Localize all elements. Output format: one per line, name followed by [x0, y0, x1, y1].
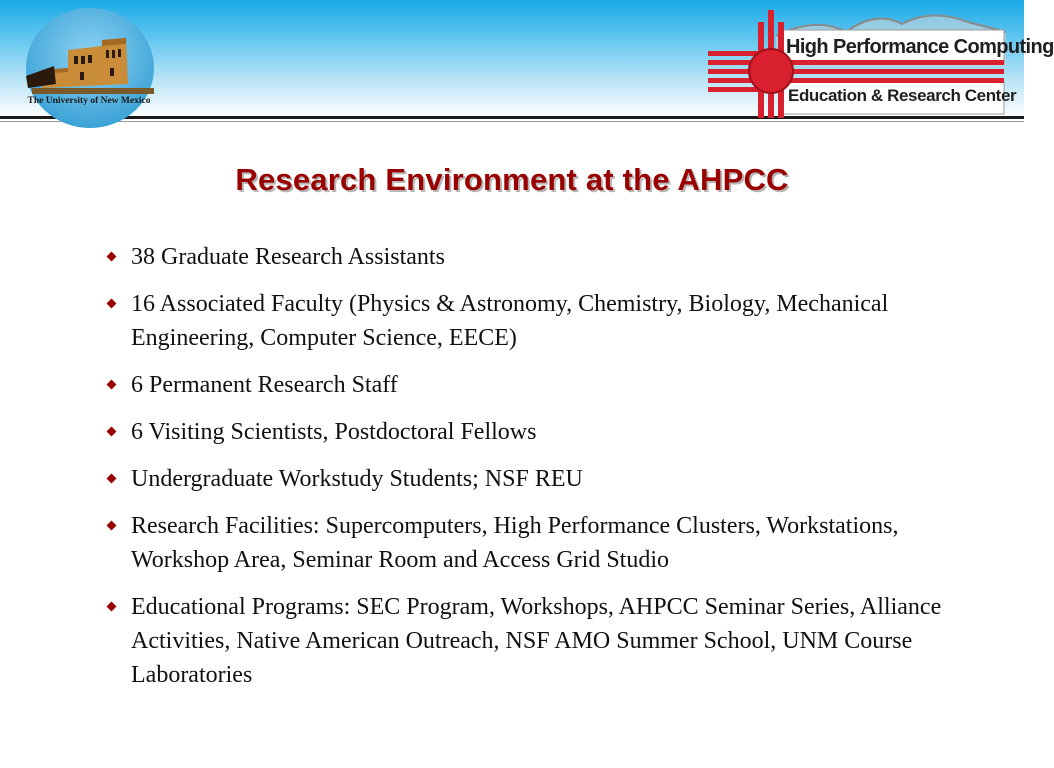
diamond-bullet-icon — [107, 252, 117, 262]
bullet-list — [104, 240, 944, 705]
diamond-bullet-icon — [107, 474, 117, 484]
diamond-bullet-icon — [107, 380, 117, 390]
bullet-item — [104, 287, 944, 355]
bullet-text: 38 Graduate Research Assistants — [131, 244, 445, 270]
hpc-logo — [706, 6, 1054, 120]
slide-title: Research Environment at the AHPCC — [235, 162, 789, 197]
hpc-logo-line2: Education & Research Center — [788, 86, 1017, 105]
bullet-item — [104, 240, 944, 274]
bullet-text: Research Facilities: Supercomputers, High Performance Clusters, Workstations, Workshop Area, Seminar Room and Access Grid Studio — [131, 513, 899, 573]
unm-logo-caption: The University of New Mexico — [27, 96, 151, 106]
bullet-item — [104, 590, 944, 692]
bullet-item — [104, 509, 944, 577]
diamond-bullet-icon — [107, 427, 117, 437]
bullet-item — [104, 462, 944, 496]
diamond-bullet-icon — [107, 299, 117, 309]
bullet-text: Undergraduate Workstudy Students; NSF REU — [131, 466, 583, 492]
bullet-text: Educational Programs: SEC Program, Workshops, AHPCC Seminar Series, Alliance Activities, Native American Outreach, NSF AMO Summer School, UNM Course Laboratories — [131, 594, 942, 688]
bullet-text: 6 Visiting Scientists, Postdoctoral Fellows — [131, 419, 537, 445]
unm-logo — [14, 10, 164, 112]
bullet-item — [104, 368, 944, 402]
hpc-logo-line1: High Performance Computing — [786, 36, 1054, 58]
diamond-bullet-icon — [107, 602, 117, 612]
diamond-bullet-icon — [107, 521, 117, 531]
bullet-item — [104, 415, 944, 449]
bullet-text: 6 Permanent Research Staff — [131, 372, 398, 398]
bullet-text: 16 Associated Faculty (Physics & Astronomy, Chemistry, Biology, Mechanical Engineering, Computer Science, EECE) — [131, 291, 889, 351]
